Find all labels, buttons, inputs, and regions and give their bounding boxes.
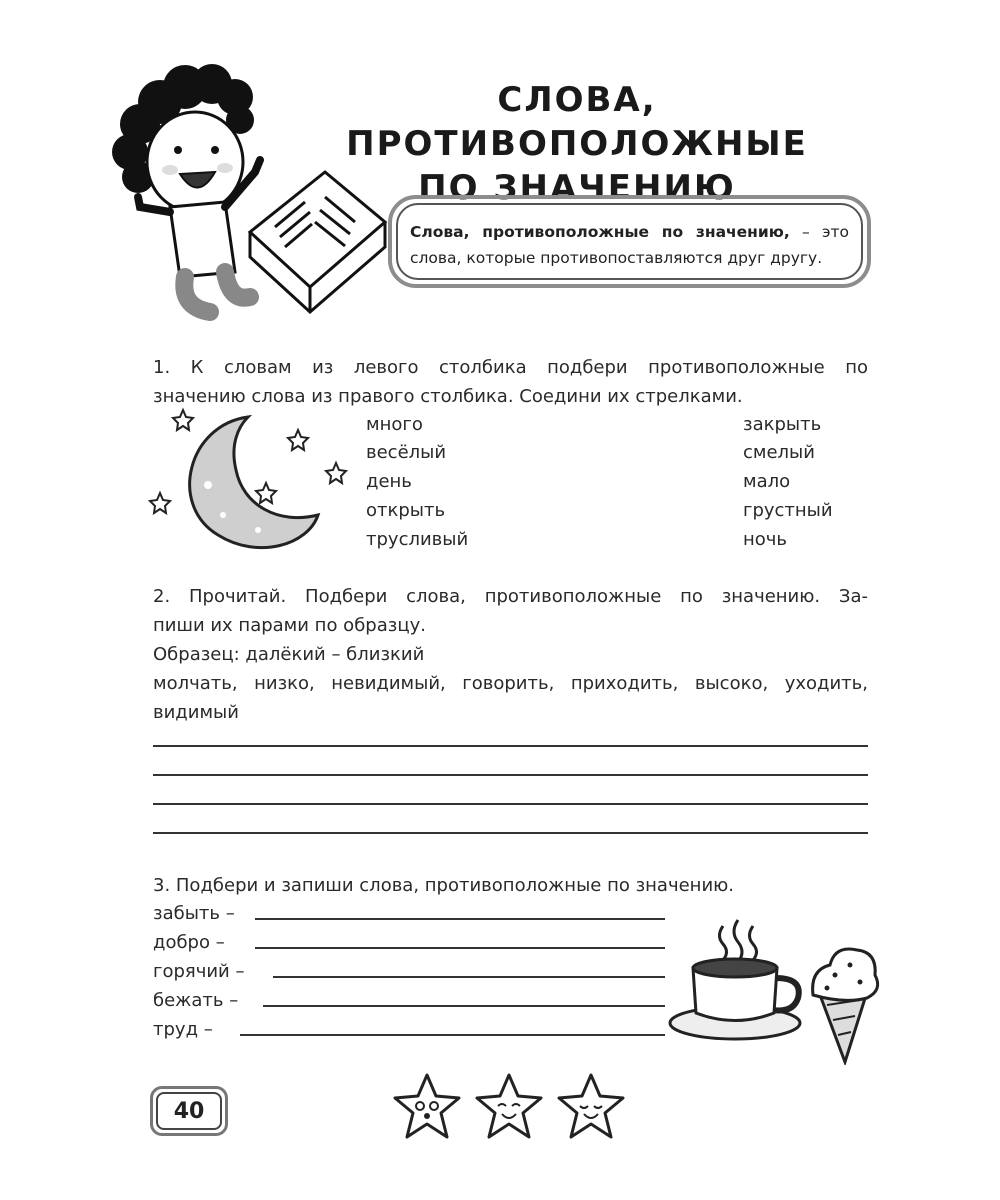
answer-line[interactable] <box>255 918 665 920</box>
left-word: открыть <box>366 500 446 521</box>
smiling-star-icon <box>474 1072 544 1142</box>
answer-line[interactable] <box>153 745 868 747</box>
moon-icon <box>148 405 348 565</box>
task3-item: горячий – <box>153 961 245 982</box>
page-title: СЛОВА, ПРОТИВОПОЛОЖНЫЕ ПО ЗНАЧЕНИЮ <box>346 80 808 208</box>
left-word: трусливый <box>366 529 469 550</box>
answer-line[interactable] <box>153 832 868 834</box>
definition-box <box>388 195 871 288</box>
left-word: много <box>366 414 423 435</box>
smiling-star-icon <box>556 1072 626 1142</box>
answer-line[interactable] <box>273 976 665 978</box>
page-number: 40 <box>156 1092 222 1130</box>
left-word: день <box>366 471 412 492</box>
right-word: закрыть <box>743 414 822 435</box>
answer-line[interactable] <box>153 803 868 805</box>
task3-item: забыть – <box>153 903 235 924</box>
task3-item: труд – <box>153 1019 213 1040</box>
ice-cream-icon <box>805 940 885 1065</box>
answer-line[interactable] <box>240 1034 665 1036</box>
answer-line[interactable] <box>153 774 868 776</box>
right-word: мало <box>743 471 791 492</box>
answer-line[interactable] <box>263 1005 665 1007</box>
right-word: грустный <box>743 500 833 521</box>
right-word: смелый <box>743 442 815 463</box>
task3-item: добро – <box>153 932 225 953</box>
task3-item: бежать – <box>153 990 239 1011</box>
task1-instruction: 1. К словам из левого столбика подбери противоположные по значению слова из правого столбика. Соедини их стрелками. <box>153 357 868 407</box>
task2-block: 2. Прочитай. Подбери слова, противоположные по значению. За- пиши их парами по образцу. Образец: далёкий – близкий молчать, низко, невидимый, говорить, приходить, высоко, уходить, видимый <box>153 586 868 723</box>
right-word: ночь <box>743 529 788 550</box>
smiling-star-icon <box>392 1072 462 1142</box>
page-number-badge <box>150 1086 228 1136</box>
answer-line[interactable] <box>255 947 665 949</box>
task3-instruction: 3. Подбери и запиши слова, противоположные по значению. <box>153 875 735 896</box>
coffee-cup-icon <box>668 918 808 1046</box>
definition-text: Слова, противоположные по значению, – это слова, которые противопоставляются друг другу. <box>396 203 863 280</box>
left-word: весёлый <box>366 442 447 463</box>
